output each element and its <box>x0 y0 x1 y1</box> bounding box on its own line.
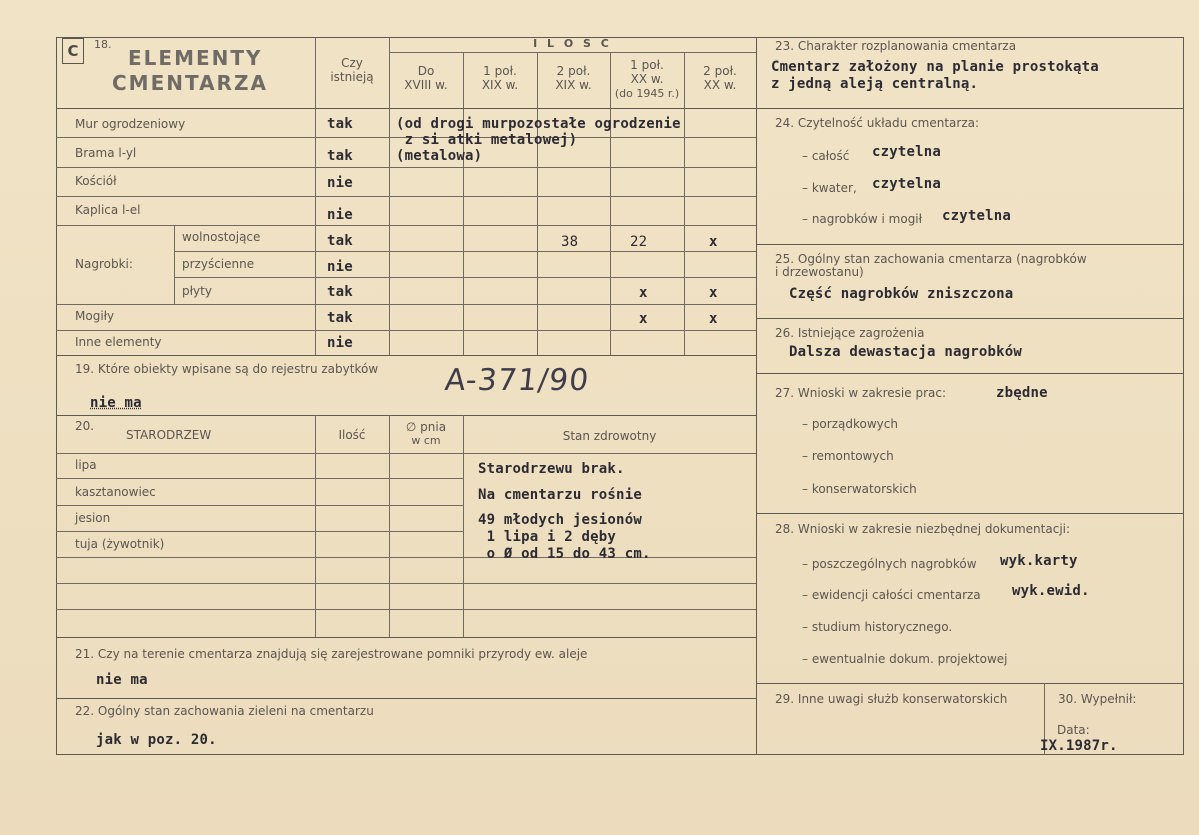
element-label: Mur ogrodzeniowy <box>75 117 186 131</box>
count-cell: x <box>709 234 718 250</box>
sec25-label-line1: 25. Ogólny stan zachowania cmentarza (nagrobków <box>775 252 1087 266</box>
element-label: wolnostojące <box>182 230 261 244</box>
nagrobki-label: Nagrobki: <box>75 257 133 271</box>
period-1-l1: Do <box>417 64 435 78</box>
sec22-value: jak w poz. 20. <box>96 732 217 748</box>
tree-name: kasztanowiec <box>75 485 156 499</box>
element-label: Kaplica l-el <box>75 203 141 217</box>
sec18-title-line2: CMENTARZA <box>112 71 268 95</box>
sec20-number: 20. <box>75 419 95 433</box>
grid-v-nagrobki <box>174 225 175 304</box>
sec18-title-line1: ELEMENTY <box>128 46 263 70</box>
period-5-l1: 2 poł. <box>703 64 737 78</box>
period-3-l2: XIX w. <box>555 78 592 92</box>
col-czy-line2: istnieją <box>330 70 374 84</box>
col-czy-line1: Czy <box>341 56 363 70</box>
sec24-label: 24. Czytelność układu cmentarza: <box>775 116 980 130</box>
period-4-l1: 1 poł. <box>630 58 664 72</box>
stan-line: 49 młodych jesionów <box>478 512 642 528</box>
sec29-label: 29. Inne uwagi służb konserwatorskich <box>775 692 1008 706</box>
period-1-l2: XVIII w. <box>404 78 448 92</box>
mur-note-line2: z si atki metalowej) <box>396 132 578 148</box>
grid-v-p2 <box>463 52 464 355</box>
tree-name: lipa <box>75 458 97 472</box>
sec28-row-label: – poszczególnych nagrobków <box>802 557 977 571</box>
element-label: Brama l-yl <box>75 146 137 160</box>
sec23-label: 23. Charakter rozplanowania cmentarza <box>775 39 1017 53</box>
sec21-label: 21. Czy na terenie cmentarza znajdują się zarejestrowane pomniki przyrody ew. aleje <box>75 647 588 661</box>
grid-h-header <box>56 108 756 109</box>
sec27-row: – remontowych <box>802 449 894 463</box>
count-cell: x <box>639 311 648 327</box>
sec19-handwritten-number: A-371/90 <box>443 363 592 398</box>
element-label: Mogiły <box>75 309 115 323</box>
sec24-row-label: – nagrobków i mogił <box>802 212 923 226</box>
frame-right <box>1183 37 1184 755</box>
sec19-value: nie ma <box>90 395 142 411</box>
element-value: nie <box>327 207 353 223</box>
sec23-value-line2: z jedną aleją centralną. <box>771 76 979 92</box>
sec24-row-value: czytelna <box>872 144 942 160</box>
stan-line: Starodrzewu brak. <box>478 461 625 477</box>
sec20-stan: Stan zdrowotny <box>562 429 657 443</box>
sec23-value-line1: Cmentarz założony na planie prostokąta <box>771 59 1099 75</box>
sec30-label: 30. Wypełnił: <box>1058 692 1137 706</box>
element-value: nie <box>327 259 353 275</box>
mur-note-line1: (od drogi murpozostałe ogrodzenie <box>396 116 681 132</box>
element-value: tak <box>327 148 353 164</box>
grid-v-p3 <box>537 52 538 355</box>
grid-v-p5 <box>684 52 685 355</box>
sec26-value: Dalsza dewastacja nagrobków <box>789 344 1022 360</box>
sec24-row-label: – kwater, <box>802 181 857 195</box>
ilosc-header: I L O Ś Ć <box>533 37 612 50</box>
count-cell: 38 <box>561 234 579 250</box>
mur-note-line3: (metalowa) <box>396 148 483 164</box>
sec22-label: 22. Ogólny stan zachowania zieleni na cmentarzu <box>75 704 374 718</box>
element-label: przyścienne <box>182 257 255 271</box>
sec26-label: 26. Istniejące zagrożenia <box>775 326 925 340</box>
element-value: tak <box>327 233 353 249</box>
sec28-row-label: – studium historycznego. <box>802 620 953 634</box>
element-label: Kościół <box>75 174 117 188</box>
sec18-number: 18. <box>94 38 112 51</box>
element-label: Inne elementy <box>75 335 162 349</box>
sec30-data-value: IX.1987r. <box>1040 738 1118 754</box>
element-value: nie <box>327 335 353 351</box>
sec27-label: 27. Wnioski w zakresie prac: <box>775 386 947 400</box>
sec30-data-label: Data: <box>1057 723 1090 737</box>
stan-line: 1 lipa i 2 dęby <box>478 529 617 545</box>
period-4-l2: XX w. <box>630 72 664 86</box>
element-label: płyty <box>182 284 212 298</box>
sec28-row-value: wyk.ewid. <box>1012 583 1090 599</box>
element-value: tak <box>327 116 353 132</box>
sec27-value: zbędne <box>996 385 1048 401</box>
sec28-row-label: – ewidencji całości cmentarza <box>802 588 981 602</box>
element-value: tak <box>327 284 353 300</box>
count-cell: x <box>639 285 648 301</box>
grid-h-ilosc <box>389 52 756 53</box>
frame-bottom <box>56 754 1184 755</box>
sec20-ilosc: Ilość <box>338 428 366 442</box>
sec19-label: 19. Które obiekty wpisane są do rejestru zabytków <box>75 362 379 376</box>
tree-name: tuja (żywotnik) <box>75 537 165 551</box>
sec25-label-line2: i drzewostanu) <box>775 265 864 279</box>
period-5-l2: XX w. <box>703 78 737 92</box>
stan-line: Na cmentarzu rośnie <box>478 487 642 503</box>
element-value: tak <box>327 310 353 326</box>
sec28-row-value: wyk.karty <box>1000 553 1078 569</box>
period-2-l2: XIX w. <box>481 78 519 92</box>
sec24-row-value: czytelna <box>872 176 942 192</box>
period-3-l1: 2 poł. <box>556 64 591 78</box>
stan-line: o Ø od 15 do 43 cm. <box>478 546 651 562</box>
sec28-label: 28. Wnioski w zakresie niezbędnej dokumentacji: <box>775 522 1071 536</box>
sec25-value: Część nagrobków zniszczona <box>789 286 1014 302</box>
sec21-value: nie ma <box>96 672 148 688</box>
element-value: nie <box>327 175 353 191</box>
count-cell: x <box>709 311 718 327</box>
divider-main <box>756 37 757 755</box>
sec20-pnia-line1: ∅ pnia <box>405 420 447 434</box>
sec27-row: – porządkowych <box>802 417 898 431</box>
tree-name: jesion <box>75 511 111 525</box>
count-cell: x <box>709 285 718 301</box>
sec27-row: – konserwatorskich <box>802 482 917 496</box>
sec24-row-value: czytelna <box>942 208 1012 224</box>
period-2-l1: 1 poł. <box>483 64 517 78</box>
count-cell: 22 <box>630 234 648 250</box>
sec24-row-label: – całość <box>802 149 850 163</box>
sec20-title: STARODRZEW <box>126 428 212 442</box>
frame-left <box>56 37 57 755</box>
card-letter: C <box>62 38 84 64</box>
sec20-pnia-line2: w cm <box>411 434 441 447</box>
sec28-row-label: – ewentualnie dokum. projektowej <box>802 652 1008 666</box>
period-4-l3: (do 1945 r.) <box>614 87 680 100</box>
